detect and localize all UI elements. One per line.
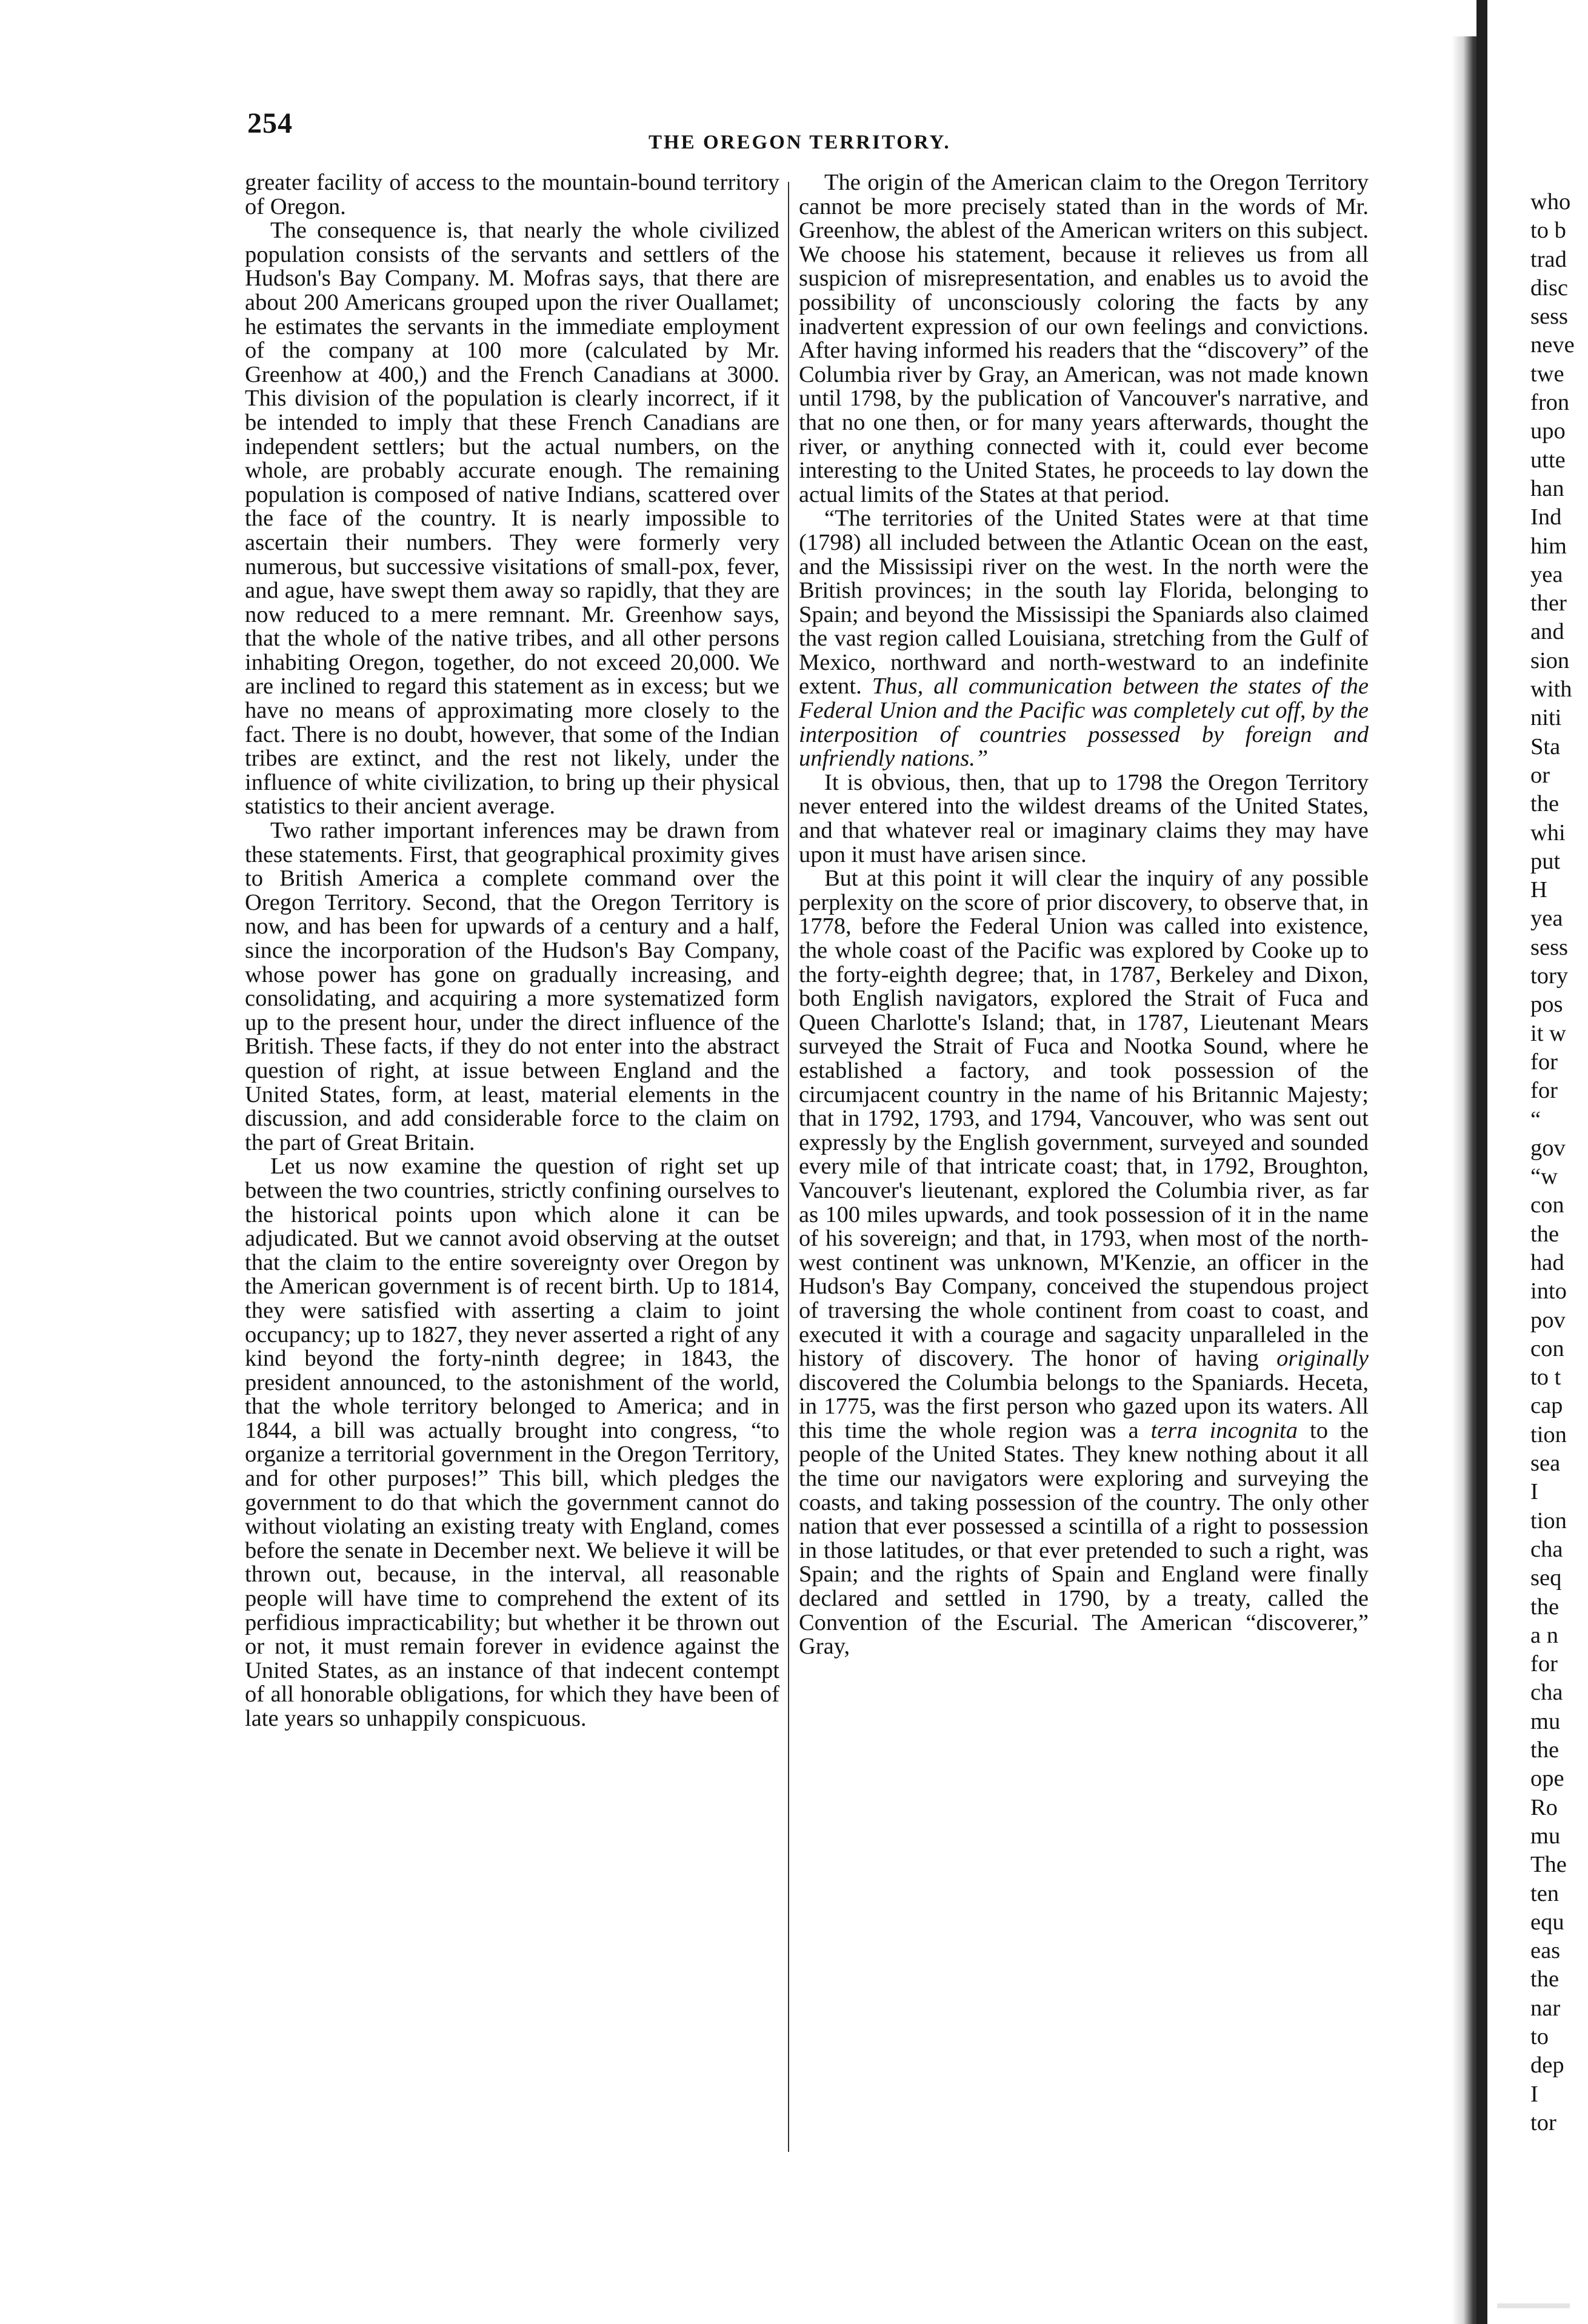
right-para4-italic-originally: originally — [1276, 1346, 1369, 1372]
facing-page-fragment: equ — [1530, 1909, 1564, 1935]
column-divider — [788, 182, 789, 2152]
facing-page-fragment: con — [1530, 1192, 1564, 1218]
left-paragraph-1: greater facility of access to the mountain-bound territory of Oregon. — [245, 170, 779, 219]
facing-page-fragment: it w — [1530, 1020, 1566, 1046]
facing-page-fragment: “w — [1530, 1164, 1558, 1190]
facing-page-fragment: mu — [1530, 1823, 1561, 1849]
facing-page-fragment: Ro — [1530, 1794, 1558, 1820]
right-text-column — [799, 171, 1369, 1659]
facing-page-fragment: yea — [1530, 906, 1563, 932]
left-paragraph-2: The consequence is, that nearly the whole civilized population consists of the servants and settlers of the Hudson's Bay Company. M. Mofras says, that there are about 200 Americans grouped upon the river Ouallamet; he estimates the servants in the immediate employment of the company at 100 more (calculated by Mr. Greenhow at 400,) and the French Canadians at 3000. This division of the population is clearly incorrect, if it be intended to imply that these French Canadians are independent settlers; but the actual numbers, on the whole, are probably accurate enough. The remaining population is composed of native Indians, scattered over the face of the country. It is nearly impossible to ascertain their numbers. They were formerly very numerous, but successive visitations of small-pox, fever, and ague, have swept them away so rapidly, that they are now reduced to a mere remnant. Mr. Greenhow says, that the whole of the native tribes, and all other persons inhabiting Oregon, together, do not exceed 20,000. We are inclined to regard this statement as in excess; but we have no means of approximating more closely to the fact. There is no doubt, however, that some of the Indian tribes are extinct, and the rest not likely, under the influence of white civilization, to bring up their physical statistics to their ancient average. — [245, 218, 779, 820]
facing-page-fragment: put — [1530, 848, 1561, 874]
facing-page-fragment: the — [1530, 1221, 1560, 1247]
facing-page-fragment: con — [1530, 1335, 1564, 1361]
facing-page-fragment: him — [1530, 533, 1567, 559]
facing-page-fragment: mu — [1530, 1708, 1561, 1734]
facing-page-fragment: the — [1530, 1737, 1560, 1763]
facing-page-fragment: sion — [1530, 647, 1570, 673]
facing-page-fragment: or — [1530, 762, 1550, 788]
facing-page-fragment: I — [1530, 2081, 1538, 2107]
facing-page-fragment: pov — [1530, 1307, 1566, 1333]
right-paragraph-3: It is obvious, then, that up to 1798 the Oregon Territory never entered into the wildest dreams of the United States, and that whatever real or imaginary claims they may have upon it must have arisen since. — [799, 769, 1369, 867]
facing-page-fragment: ten — [1530, 1880, 1560, 1906]
facing-page-fragment: nar — [1530, 1995, 1561, 2021]
facing-page-fragment: The — [1530, 1852, 1567, 1878]
facing-page-fragment: sess — [1530, 304, 1569, 330]
facing-page-fragment: utte — [1530, 447, 1566, 473]
facing-page-fragment: twe — [1530, 361, 1564, 387]
facing-page-fragment: the — [1530, 1966, 1560, 1992]
right-quote-italic: Thus, all communication between the states of the Federal Union and the Pacific was completely cut off, by the interposition of countries possessed by foreign and unfriendly nations.” — [799, 673, 1369, 772]
facing-page-fragment: whi — [1530, 820, 1566, 846]
facing-page-fragment: disc — [1530, 275, 1569, 301]
facing-page-fragment: H — [1530, 877, 1547, 903]
right-paragraph-4 — [799, 867, 1369, 1659]
right-para4-part-b: discovered the Columbia belongs to the Spaniards. Heceta, in 1775, was the first person who gazed upon its waters. All this time the whole region was a — [799, 1369, 1369, 1443]
facing-page-fragment: a n — [1530, 1622, 1558, 1648]
facing-page-fragment: with — [1530, 676, 1572, 703]
running-title: THE OREGON TERRITORY. — [649, 132, 951, 153]
facing-page-fragment: Sta — [1530, 733, 1561, 760]
facing-page-fragment: gov — [1530, 1135, 1566, 1161]
facing-page-fragment: ope — [1530, 1766, 1564, 1792]
scan-smudge — [1497, 2303, 1570, 2308]
facing-page-fragment: for — [1530, 1651, 1558, 1677]
right-paragraph-1: The origin of the American claim to the Oregon Territory cannot be more precisely stated than in the words of Mr. Greenhow, the ablest of the American writers on this subject. We choose his statement, because it relieves us from all suspicion of misrepresentation, and enables us to avoid the possibility of unconsciously coloring the facts by any inadvertent expression of our own feelings and convictions. After having informed his readers that the “discovery” of the Columbia river by Gray, an American, was not made known until 1798, by the publication of Vancouver's narrative, and that no one then, or for many years afterwards, thought the river, or anything connected with it, could ever become interesting to the United States, he proceeds to lay down the actual limits of the States at that period. — [799, 170, 1369, 507]
facing-page-fragment: eas — [1530, 1938, 1561, 1964]
facing-page-fragment: han — [1530, 475, 1564, 501]
facing-page-fragment: dep — [1530, 2052, 1564, 2079]
facing-page-fragment: niti — [1530, 705, 1562, 731]
facing-page-fragment: tion — [1530, 1421, 1567, 1447]
facing-page-fragment: to b — [1530, 218, 1566, 244]
facing-page-fragment: cha — [1530, 1680, 1563, 1706]
facing-page-fragment: tion — [1530, 1508, 1567, 1534]
facing-page-fragment: fron — [1530, 390, 1570, 416]
facing-page-fragment: and — [1530, 619, 1564, 645]
facing-page-fragment: sea — [1530, 1451, 1561, 1477]
right-quote-plain: “The territories of the United States were at that time (1798) all included between the Atlantic Ocean on the east, and the Mississipi river on the west. In the north were the British provinces; in the south lay Florida, belonging to Spain; and beyond the Mississipi the Spaniards also claimed the vast region called Louisiana, stretching from the Gulf of Mexico, northward and north-westward to an indefinite extent. — [799, 506, 1369, 700]
right-para4-part-c: to the people of the United States. They knew nothing about it all the time our navigators were exploring and surveying the coasts, and taking possession of the country. The only other nation that ever possessed a scintilla of a right to possession in those latitudes, or that ever pretended to such a right, was Spain; and the rights of Spain and England were finally declared and settled in 1790, by a treaty, called the Convention of the Escurial. The American “discoverer,” Gray, — [799, 1417, 1369, 1660]
facing-page-edge-fragments — [1530, 188, 1588, 2137]
facing-page-fragment: “ — [1530, 1106, 1541, 1132]
facing-page-fragment: tory — [1530, 963, 1569, 989]
scan-page-edge — [1476, 0, 1487, 2324]
facing-page-fragment: pos — [1530, 992, 1563, 1018]
page-number: 254 — [247, 107, 293, 139]
right-para4-italic-terra-incognita: terra incognita — [1150, 1417, 1298, 1443]
facing-page-fragment: trad — [1530, 246, 1567, 272]
facing-page-fragment: had — [1530, 1249, 1564, 1275]
facing-page-fragment: the — [1530, 791, 1560, 817]
facing-page-fragment: to t — [1530, 1364, 1561, 1391]
facing-page-fragment: ther — [1530, 590, 1567, 616]
facing-page-fragment: sess — [1530, 934, 1569, 960]
facing-page-fragment: cap — [1530, 1393, 1563, 1419]
left-paragraph-3: Two rather important inferences may be drawn from these statements. First, that geographical proximity gives to British America a complete command over the Oregon Territory. Second, that the Oregon Territory is now, and has been for upwards of a century and a half, since the incorporation of the Hudson's Bay Company, whose power has gone on gradually increasing, and consolidating, and acquiring a more systematized form up to the present hour, under the direct influence of the British. These facts, if they do not enter into the abstract question of right, at issue between England and the United States, form, at least, material elements in the discussion, and add considerable force to the claim on the part of Great Britain. — [245, 818, 779, 1155]
left-text-column — [245, 171, 779, 1731]
facing-page-fragment: who — [1530, 189, 1571, 215]
facing-page-fragment: tor — [1530, 2109, 1556, 2135]
facing-page-fragment: upo — [1530, 418, 1566, 444]
left-paragraph-4: Let us now examine the question of right set up between the two countries, strictly confining ourselves to the historical points upon which alone it can be adjudicated. But we cannot avoid observing at the outset that the claim to the entire sovereignty over Oregon by the American government is of recent birth. Up to 1814, they were satisfied with asserting a claim to joint occupancy; up to 1827, they never asserted a right of any kind beyond the forty-ninth degree; in 1843, the president announced, to the astonishment of the world, that the whole territory belonged to America; and in 1844, a bill was actually brought into congress, “to organize a territorial government in the Oregon Territory, and for other purposes!” This bill, which pledges the government to do that which the government cannot do without violating an existing treaty with England, comes before the senate in December next. We believe it will be thrown out, because, in the interval, all reasonable people will have time to comprehend the extent of its perfidious impracticability; but whether it be thrown out or not, it must remain forever in evidence against the United States, as an instance of that indecent contempt of all honorable obligations, for which they have been of late years so unhappily conspicuous. — [245, 1154, 779, 1731]
right-para4-part-a: But at this point it will clear the inquiry of any possible perplexity on the score of prior discovery, to observe that, in 1778, before the Federal Union was called into existence, the whole coast of the Pacific was explored by Cooke up to the forty-eighth degree; that, in 1787, Berkeley and Dixon, both English navigators, explored the Strait of Fuca and Queen Charlotte's Island; that, in 1787, Lieutenant Mears surveyed the Strait of Fuca and Nootka Sound, where he established a factory, and took possession of the circumjacent country in the name of his Britannic Majesty; that in 1792, 1793, and 1794, Vancouver, who was sent out expressly by the English government, surveyed and sounded every mile of that intricate coast; that, in 1792, Broughton, Vancouver's lieutenant, explored the Columbia river, as far as 100 miles upwards, and took possession of it in the name of his sovereign; and that, in 1793, when most of the north-west continent was unknown, M'Kenzie, an officer in the Hudson's Bay Company, conceived the stupendous project of traversing the whole continent from coast to coast, and executed it with a courage and sagacity unparalleled in the history of discovery. The honor of having — [799, 866, 1369, 1372]
facing-page-fragment: I — [1530, 1479, 1538, 1505]
facing-page-fragment: for — [1530, 1078, 1558, 1104]
facing-page-fragment: the — [1530, 1594, 1560, 1620]
facing-page-fragment: seq — [1530, 1565, 1562, 1591]
facing-page-fragment: Ind — [1530, 504, 1562, 530]
facing-page-fragment: cha — [1530, 1536, 1563, 1562]
right-paragraph-2 — [799, 507, 1369, 771]
facing-page-fragment: yea — [1530, 561, 1563, 587]
facing-page-fragment: into — [1530, 1278, 1567, 1304]
facing-page-fragment: to — [1530, 2024, 1549, 2049]
facing-page-fragment: neve — [1530, 332, 1575, 358]
facing-page-fragment: for — [1530, 1049, 1558, 1075]
